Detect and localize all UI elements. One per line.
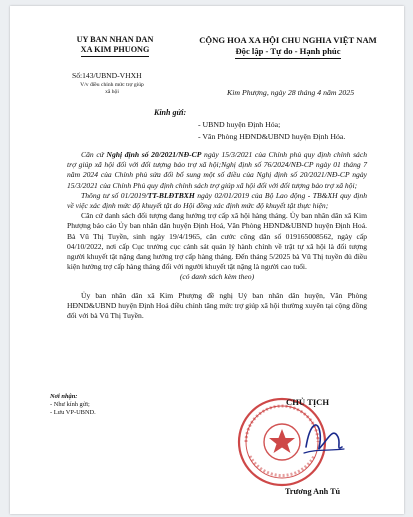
paragraph-request: Ủy ban nhân dân xã Kim Phượng đề nghị Uỷ ban nhân dân huyện, Văn Phòng HĐND&UBND huyện Định Hoá điều chỉnh tăng mức trợ giúp xã hội thường xuyên tại cộng đồng đối với bà Vũ Thị Tuyền.	[67, 290, 367, 321]
signatory-title: CHỦ TỊCH	[286, 397, 330, 407]
org-name-line2: XA KIM PHUONG	[81, 45, 150, 57]
document-number: Số:143/UBND-VHXH	[72, 71, 142, 80]
paragraph-legal-basis-1: Căn cứ Nghị định số 20/2021/NĐ-CP ngày 15/3/2021 của Chính phủ quy định chính sách trợ giúp xã hội đối với đối tượng bảo trợ xã hội;Nghị định số 76/2024/NĐ-CP ngày 01 tháng 7 năm 2024 của Chính phủ sửa đổi bổ sung một số điều của Nghị định số 20/2021/NĐ-CP ngày 15/3/2021 của Chính Phủ quy định chính sách trợ giúp xã hội đối với đối tượng bảo trợ xã hội;	[67, 150, 367, 190]
subject-line1: V/v điều chỉnh mức trợ giúp	[80, 82, 144, 88]
distribution-item-1: - Như kính gửi;	[50, 401, 90, 408]
paragraph-case-details: Căn cứ danh sách đối tượng đang hưởng trợ cấp xã hội hàng tháng. Ủy ban nhân dân xã Kim Phượng báo cáo Ủy ban nhân dân huyện Định Hoá, Văn Phòng HĐND&UBND huyện Định Hoá. Bà Vũ Thị Tuyền, sinh ngày 19/4/1965, căn cước công dân số 019165008562, ngày cấp 04/10/2022, nơi cấp Cục trưởng cục cảnh sát quản lý hành chính về trật tự xã hội là đối tượng người khuyết tật nặng đang hưởng trợ cấp hàng tháng. Đến tháng 5/2025 bà Vũ Thị tuyền đủ điều kiện hưởng trợ cấp hàng tháng đối với người khuyết tật nặng là người cao tuổi.	[67, 211, 367, 272]
nation-name: CỘNG HOA XA HỘI CHU NGHIA VIỆT NAM	[199, 35, 377, 45]
distribution-list	[50, 393, 96, 417]
distribution-item-2: - Lưu VP-UBND.	[50, 409, 96, 416]
attachment-note: (có danh sách kèm theo)	[179, 272, 255, 282]
document-body	[67, 150, 367, 321]
handwritten-signature	[300, 413, 346, 463]
org-name-line1: UY BAN NHAN DAN	[76, 35, 154, 44]
motto: Độc lập - Tự do - Hạnh phúc	[235, 46, 340, 59]
greeting: Kinh gửi:	[154, 108, 187, 117]
document-subject	[52, 82, 172, 96]
document-date: Kim Phượng, ngày 28 tháng 4 năm 2025	[227, 88, 355, 97]
recipient-2: - Văn Phòng HĐND&UBND huyện Định Hóa.	[198, 132, 346, 141]
recipient-list	[198, 119, 345, 143]
distribution-title: Nơi nhận:	[50, 393, 78, 400]
issuing-organization	[50, 35, 180, 57]
national-motto	[175, 35, 401, 59]
recipient-1: - UBND huyện Định Hóa;	[198, 120, 281, 129]
signatory-name: Trương Anh Tú	[285, 487, 341, 496]
paragraph-legal-basis-2: Thông tư số 01/2019/TT-BLĐTBXH ngày 02/01/2019 của Bộ Lao động - TB&XH quy định về việc xác định mức độ khuyết tật do Hội đồng xác định mức độ khuyết tật thực hiện;	[67, 190, 367, 211]
subject-line2: xã hội	[105, 89, 119, 95]
